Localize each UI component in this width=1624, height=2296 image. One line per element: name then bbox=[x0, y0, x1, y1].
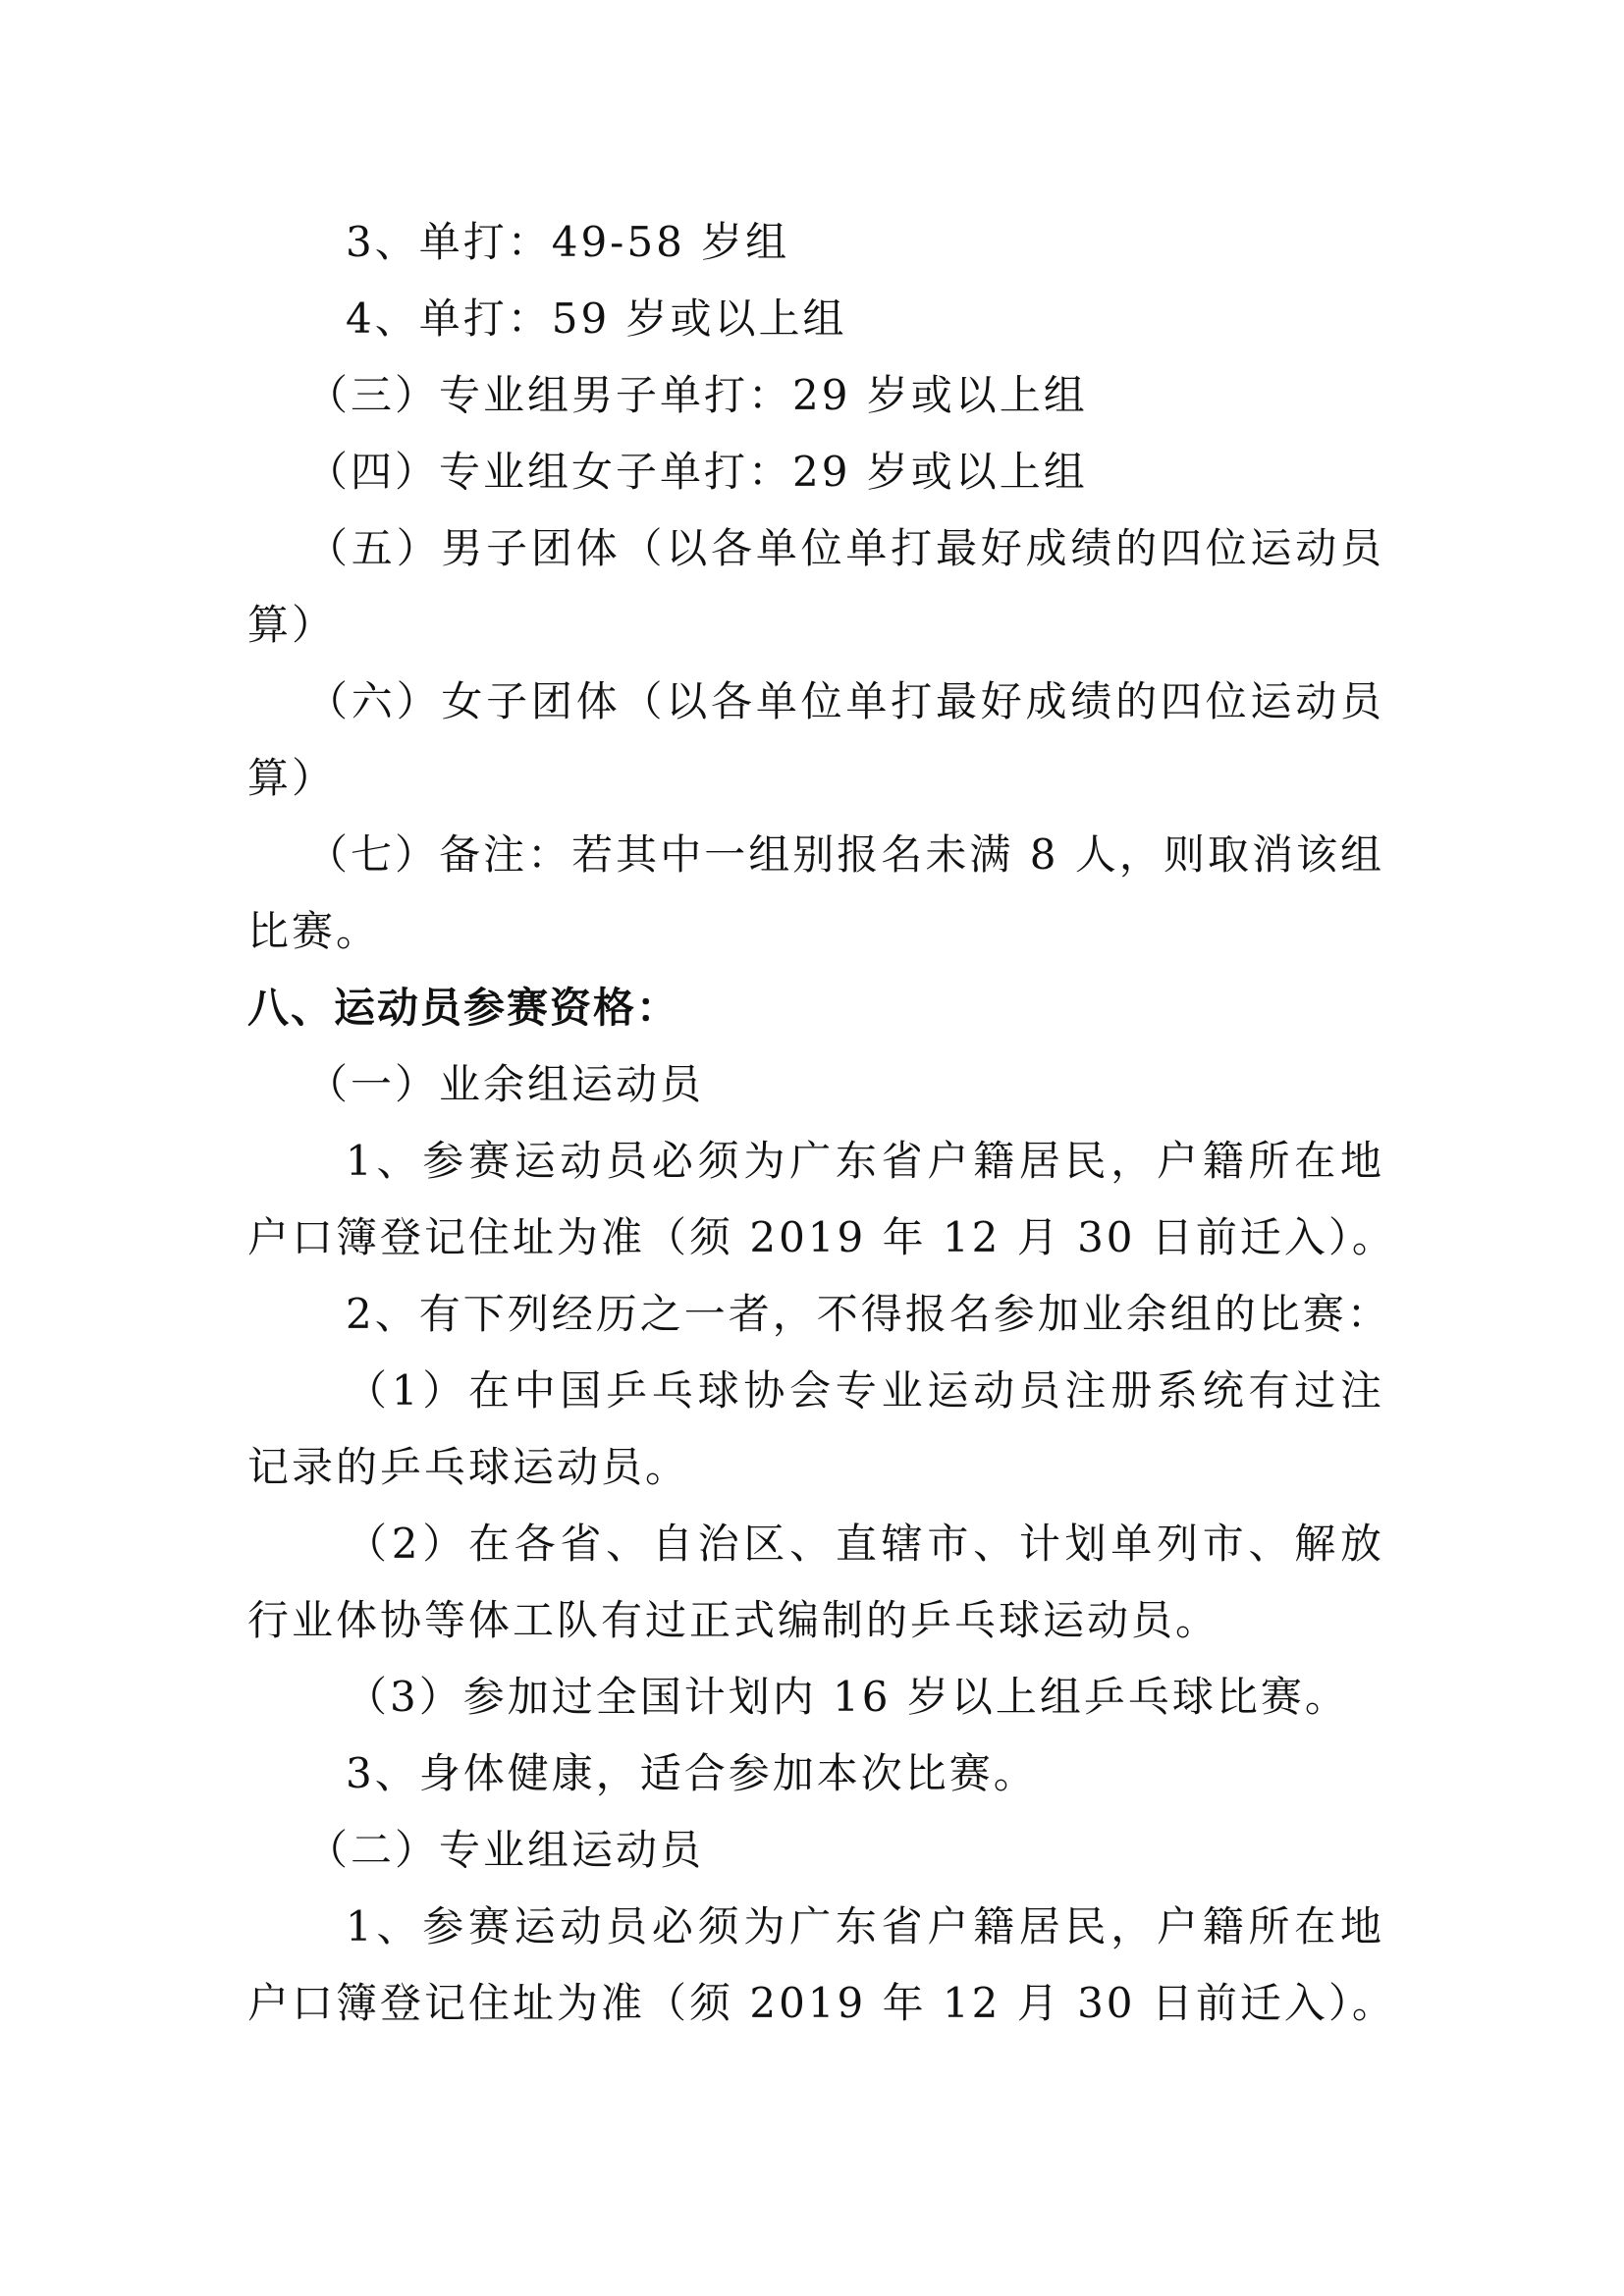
text-line: 算） bbox=[247, 601, 337, 649]
text-line: 比赛。 bbox=[247, 907, 381, 955]
text-line: 1、参赛运动员必须为广东省户籍居民，户籍所在地 bbox=[346, 1137, 1384, 1185]
text-line: 3、身体健康，适合参加本次比赛。 bbox=[346, 1749, 1038, 1797]
subsection-heading: （二）专业组运动员 bbox=[306, 1826, 705, 1874]
text-line: 算） bbox=[247, 754, 337, 802]
section-heading: 八、运动员参赛资格： bbox=[247, 984, 680, 1032]
text-line: 1、参赛运动员必须为广东省户籍居民，户籍所在地 bbox=[346, 1902, 1384, 1950]
text-line: （2）在各省、自治区、直辖市、计划单列市、解放 bbox=[346, 1520, 1384, 1568]
text-line: 户口簿登记住址为准（须 2019 年 12 月 30 日前迁入）。 bbox=[247, 1979, 1396, 2027]
text-line: 行业体协等体工队有过正式编制的乒乓球运动员。 bbox=[247, 1596, 1220, 1644]
text-line: （五）男子团体（以各单位单打最好成绩的四位运动员 bbox=[306, 524, 1384, 572]
text-line: （七）备注：若其中一组别报名未满 8 人，则取消该组 bbox=[306, 830, 1384, 879]
text-line: （四）专业组女子单打：29 岁或以上组 bbox=[306, 448, 1088, 496]
subsection-heading: （一）业余组运动员 bbox=[306, 1060, 705, 1108]
text-line: 4、单打：59 岁或以上组 bbox=[346, 294, 847, 343]
text-line: （六）女子团体（以各单位单打最好成绩的四位运动员 bbox=[306, 677, 1384, 725]
text-line: 记录的乒乓球运动员。 bbox=[247, 1443, 690, 1491]
text-line: （三）专业组男子单打：29 岁或以上组 bbox=[306, 371, 1088, 419]
text-line: （3）参加过全国计划内 16 岁以上组乒乓球比赛。 bbox=[346, 1673, 1349, 1721]
text-line: （1）在中国乒乓球协会专业运动员注册系统有过注 bbox=[346, 1366, 1384, 1415]
text-line: 3、单打：49-58 岁组 bbox=[346, 218, 790, 266]
document-body bbox=[247, 204, 1396, 2042]
text-line: 2、有下列经历之一者，不得报名参加业余组的比赛： bbox=[346, 1290, 1391, 1338]
text-line: 户口簿登记住址为准（须 2019 年 12 月 30 日前迁入）。 bbox=[247, 1213, 1396, 1261]
